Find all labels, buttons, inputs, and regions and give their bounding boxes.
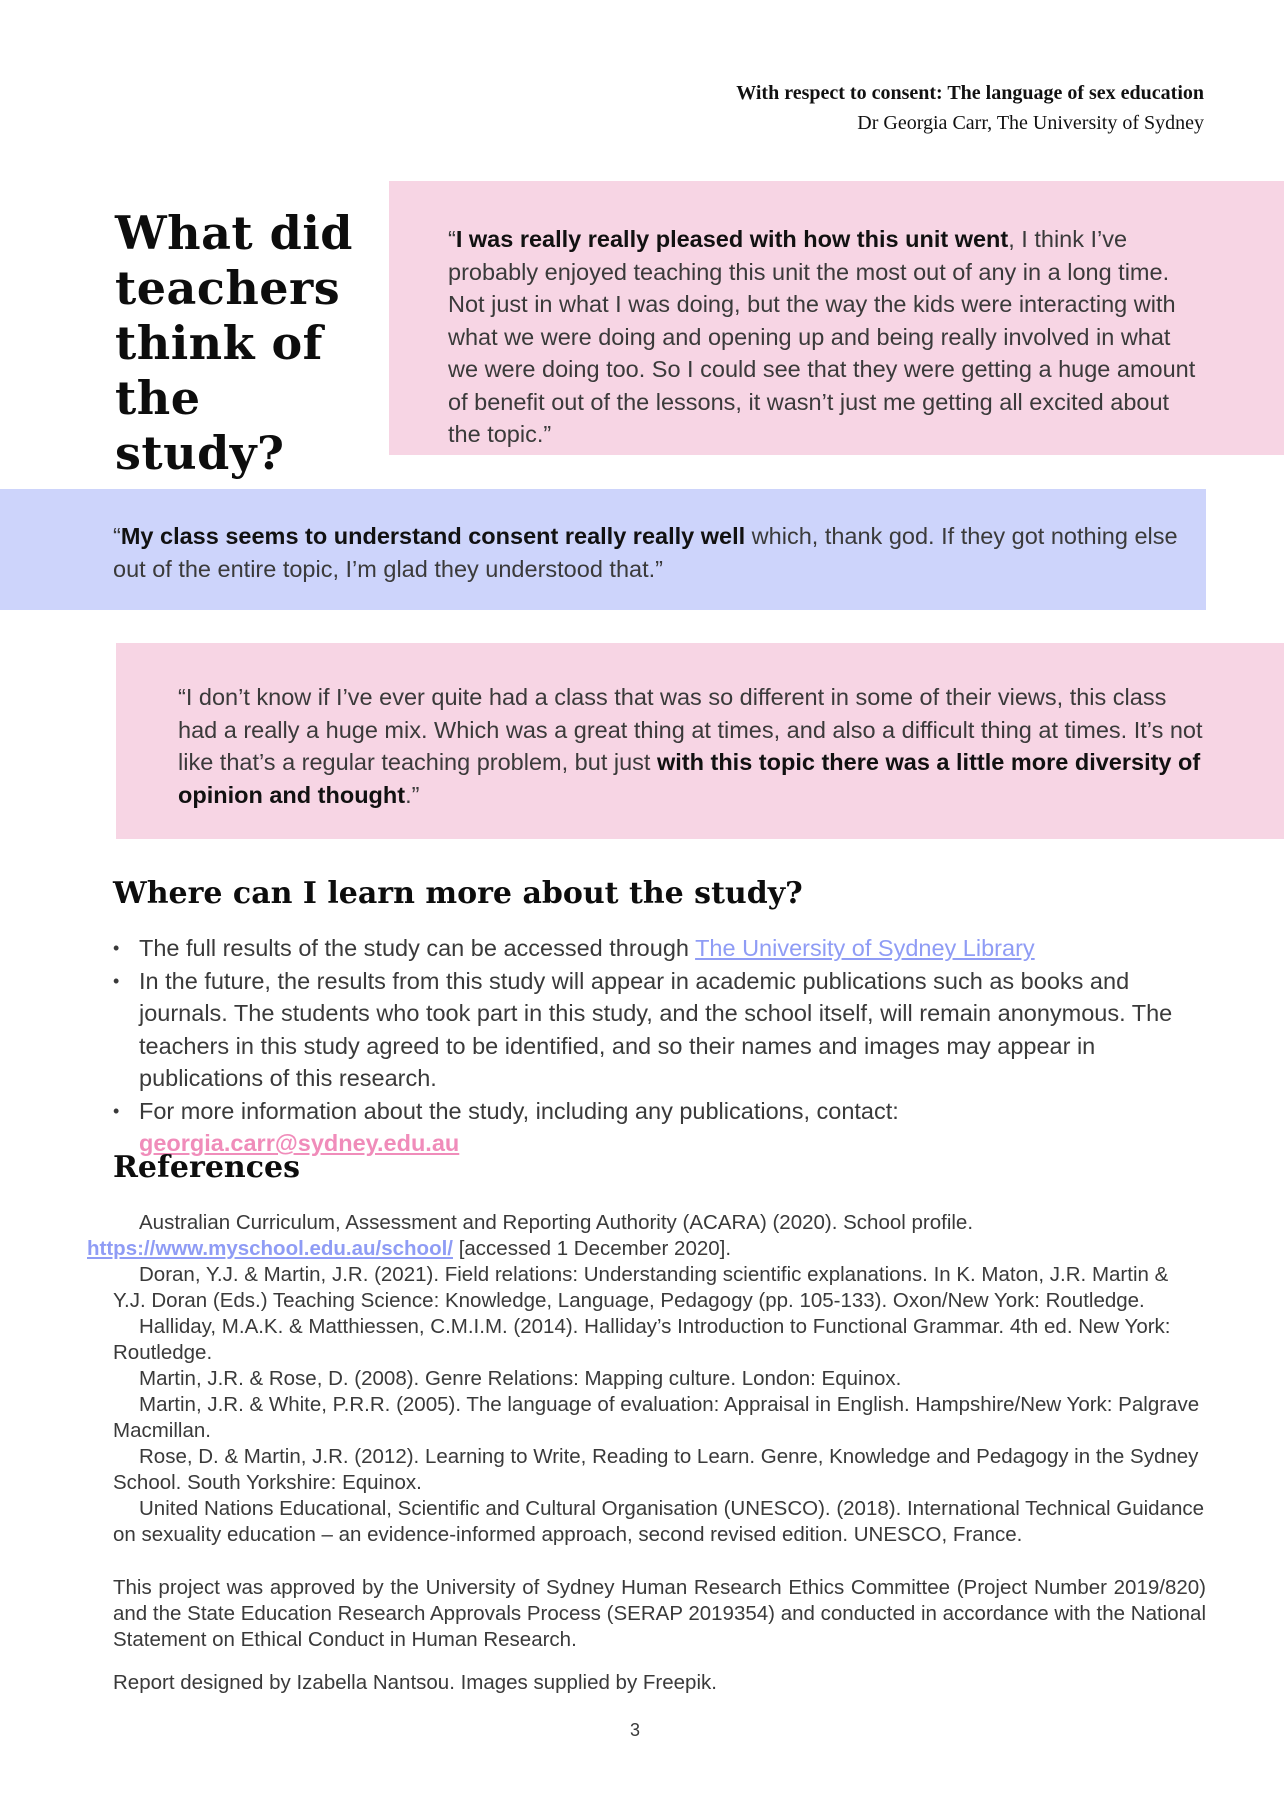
section-title: What did teachers think of the study?: [115, 206, 353, 480]
references-list: [87, 1210, 1206, 1548]
quote-box-blue: [0, 489, 1206, 610]
quote-emphasis: My class seems to understand consent really really well: [120, 523, 746, 549]
quote-text: “I don’t know if I’ve ever quite had a class that was so different in some of their views, this class had a really a huge mix. Which was a great thing at times, and also a difficult thing at times. It’s not like that’s a regular teaching problem, but just with this topic there was a little more diversity of opinion and thought.”: [178, 684, 1203, 808]
learn-more-list: [113, 932, 1206, 1160]
document-author: Dr Georgia Carr, The University of Sydney: [857, 112, 1204, 134]
quote-box-pink-2: [116, 643, 1284, 839]
library-link[interactable]: The University of Sydney Library: [695, 935, 1035, 961]
list-item: • For more information about the study, including any publications, contact: georgia.carr@sydney.edu.au: [113, 1095, 1206, 1160]
reference-item: United Nations Educational, Scientific and Cultural Organisation (UNESCO). (2018). International Technical Guidance on sexuality education – an evidence-informed approach, second revised edition. UNESCO, France.: [113, 1497, 1205, 1546]
reference-item: Martin, J.R. & Rose, D. (2008). Genre Relations: Mapping culture. London: Equinox.: [139, 1367, 902, 1390]
quote-emphasis: I was really really pleased with how this unit went: [455, 226, 1009, 252]
reference-item: Australian Curriculum, Assessment and Reporting Authority (ACARA) (2020). School profile. https://www.myschool.edu.au/school/ [accessed 1 December 2020].: [87, 1211, 974, 1260]
list-item: • In the future, the results from this study will appear in academic publications such as books and journals. The students who took part in this study, and the school itself, will remain anonymous. The teachers in this study agreed to be identified, and so their names and images may appear in publications of this research.: [113, 965, 1206, 1095]
contact-email-link[interactable]: georgia.carr@sydney.edu.au: [139, 1130, 460, 1156]
reference-item: Doran, Y.J. & Martin, J.R. (2021). Field relations: Understanding scientific explanations. In K. Maton, J.R. Martin & Y.J. Doran (Eds.) Teaching Science: Knowledge, Language, Pedagogy (pp. 105-133). Oxon/New York: Routledge.: [113, 1263, 1169, 1312]
quote-text: “My class seems to understand consent really really well which, thank god. If they got nothing else out of the entire topic, I’m glad they understood that.”: [113, 523, 1178, 582]
myschool-link[interactable]: https://www.myschool.edu.au/school/: [87, 1237, 453, 1260]
quote-text: “I was really really pleased with how this unit went, I think I’ve probably enjoyed teaching this unit the most out of any in a long time. Not just in what I was doing, but the way the kids were interacting with what we were doing and opening up and being really involved in what we were doing too. So I could see that they were getting a huge amount of benefit out of the lessons, it wasn’t just me getting all excited about the topic.”: [448, 226, 1196, 447]
ethics-statement: This project was approved by the University of Sydney Human Research Ethics Committee (Project Number 2019/820) and the State Education Research Approvals Process (SERAP 2019354) and conducted in accordance with the National Statement on Ethical Conduct in Human Research.: [113, 1576, 1206, 1651]
quote-box-pink-1: [389, 181, 1284, 455]
document-title: With respect to consent: The language of sex education: [736, 82, 1204, 104]
references-heading: References: [113, 1150, 300, 1185]
reference-item: Martin, J.R. & White, P.R.R. (2005). The language of evaluation: Appraisal in English. Hampshire/New York: Palgrave Macmillan.: [113, 1393, 1200, 1442]
page-number: 3: [629, 1720, 640, 1740]
document-header: [736, 78, 1204, 138]
list-item: • The full results of the study can be accessed through The University of Sydney Library: [113, 932, 1206, 965]
quote-emphasis: with this topic there was a little more diversity of opinion and thought: [178, 749, 1201, 808]
learn-more-heading: Where can I learn more about the study?: [113, 876, 803, 911]
credits: Report designed by Izabella Nantsou. Images supplied by Freepik.: [113, 1671, 717, 1694]
reference-item: Halliday, M.A.K. & Matthiessen, C.M.I.M. (2014). Halliday’s Introduction to Functional Grammar. 4th ed. New York: Routledge.: [113, 1315, 1171, 1364]
reference-item: Rose, D. & Martin, J.R. (2012). Learning to Write, Reading to Learn. Genre, Knowledge and Pedagogy in the Sydney School. South Yorkshire: Equinox.: [113, 1445, 1199, 1494]
